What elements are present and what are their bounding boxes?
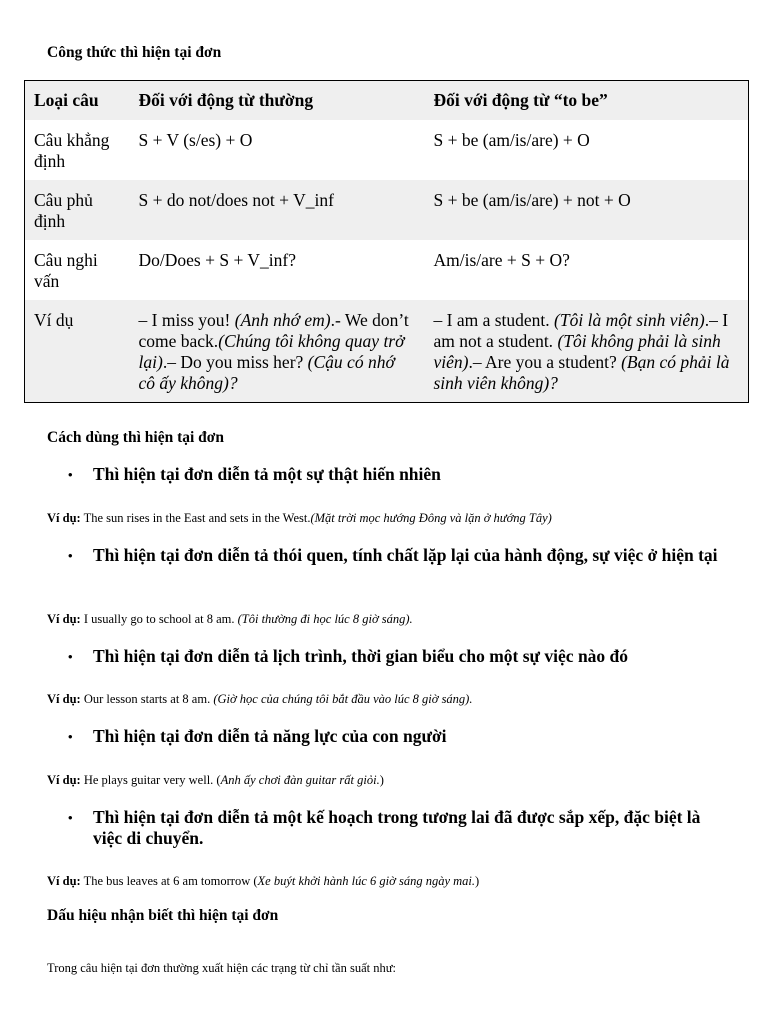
table-row-question: [25, 240, 749, 300]
example-text: – I miss you!: [138, 310, 235, 330]
table-row-affirmative: [25, 120, 749, 180]
example-translation: (Mặt trời mọc hướng Đông và lặn ở hướng Tây): [310, 511, 552, 525]
example-translation: (Bạn có phải là sinh viên không)?: [433, 352, 730, 393]
cell-type: Ví dụ: [34, 310, 74, 330]
example-label: Ví dụ:: [47, 773, 81, 787]
bullet-dot: •: [68, 548, 73, 563]
usage-bullet-2: [68, 545, 728, 566]
signs-heading: Dấu hiệu nhận biết thì hiện tại đơn: [47, 907, 279, 924]
cell-type: Câu khẳng định: [34, 130, 110, 171]
cell-regular: S + do not/does not + V_inf: [138, 190, 334, 210]
usage-bullet-5: [68, 807, 728, 849]
header-sentence-type: Loại câu: [34, 90, 99, 110]
cell-regular: Do/Does + S + V_inf?: [138, 250, 296, 270]
usage-heading: Cách dùng thì hiện tại đơn: [47, 429, 224, 446]
example-translation: (Tôi là một sinh viên): [554, 310, 705, 330]
example-text: .– Are you a student?: [468, 352, 622, 372]
usage-bullet-3: [68, 646, 728, 667]
example-label: Ví dụ:: [47, 874, 81, 888]
header-to-be: Đối với động từ “to be”: [433, 90, 608, 110]
cell-to-be-example: [425, 300, 749, 403]
table-header-row: [25, 81, 749, 121]
bullet-text: Thì hiện tại đơn diễn tả lịch trình, thời gian biểu cho một sự việc nào đó: [93, 646, 629, 666]
example-label: Ví dụ:: [47, 612, 81, 626]
formula-table: [24, 80, 749, 403]
example-text: – I am a student.: [433, 310, 555, 330]
bullet-dot: •: [68, 729, 73, 744]
example-text: He plays guitar very well. (: [80, 773, 221, 787]
cell-type: Câu phủ định: [34, 190, 93, 231]
example-text: Our lesson starts at 8 am.: [80, 692, 214, 706]
example-text: I usually go to school at 8 am.: [80, 612, 238, 626]
example-translation: Xe buýt khởi hành lúc 6 giờ sáng ngày mai.: [257, 874, 475, 888]
example-text: ): [379, 773, 384, 787]
cell-to-be: S + be (am/is/are) + not + O: [433, 190, 631, 210]
example-text: .- We don’t come back.: [138, 310, 409, 351]
example-text: .– I am not a student.: [433, 310, 729, 351]
example-text: .– Do you miss her?: [162, 352, 308, 372]
usage-example-1: [47, 511, 552, 526]
example-label: Ví dụ:: [47, 511, 81, 525]
example-text: The sun rises in the East and sets in the West.: [80, 511, 311, 525]
example-translation: (Cậu có nhớ cô ấy không)?: [138, 352, 395, 393]
example-translation: (Tôi không phải là sinh viên): [433, 331, 721, 372]
formula-heading: Công thức thì hiện tại đơn: [47, 44, 222, 61]
example-translation: (Tôi thường đi học lúc 8 giờ sáng).: [237, 612, 413, 626]
cell-regular: S + V (s/es) + O: [138, 130, 253, 150]
example-translation: (Anh nhớ em): [234, 310, 331, 330]
usage-bullet-4: [68, 726, 728, 747]
usage-example-5: [47, 874, 479, 889]
cell-regular-example: [130, 300, 425, 403]
bullet-dot: •: [68, 810, 73, 825]
usage-example-4: [47, 773, 384, 788]
example-translation: (Giờ học của chúng tôi bắt đầu vào lúc 8 giờ sáng).: [213, 692, 473, 706]
bullet-text: Thì hiện tại đơn diễn tả một kế hoạch trong tương lai đã được sắp xếp, đặc biệt là việc di chuyển.: [93, 807, 701, 848]
table-row-negative: [25, 180, 749, 240]
table-row-example: [25, 300, 749, 403]
example-translation: (Chúng tôi không quay trở lại): [138, 331, 405, 372]
example-text: ): [475, 874, 480, 888]
example-label: Ví dụ:: [47, 692, 81, 706]
cell-type: Câu nghi vấn: [34, 250, 98, 291]
bullet-dot: •: [68, 649, 73, 664]
usage-bullet-1: [68, 464, 728, 485]
bullet-text: Thì hiện tại đơn diễn tả thói quen, tính chất lặp lại của hành động, sự việc ở hiện tại: [93, 545, 718, 565]
cell-to-be: Am/is/are + S + O?: [433, 250, 570, 270]
example-text: The bus leaves at 6 am tomorrow (: [80, 874, 258, 888]
example-translation: Anh ấy chơi đàn guitar rất giỏi.: [220, 773, 380, 787]
bullet-text: Thì hiện tại đơn diễn tả một sự thật hiến nhiên: [93, 464, 441, 484]
usage-example-2: [47, 612, 413, 627]
bullet-dot: •: [68, 467, 73, 482]
usage-example-3: [47, 692, 472, 707]
bullet-text: Thì hiện tại đơn diễn tả năng lực của con người: [93, 726, 447, 746]
cell-to-be: S + be (am/is/are) + O: [433, 130, 590, 150]
header-regular-verb: Đối với động từ thường: [138, 90, 314, 110]
signs-intro: Trong câu hiện tại đơn thường xuất hiện các trạng từ chỉ tần suất như:: [47, 961, 396, 975]
